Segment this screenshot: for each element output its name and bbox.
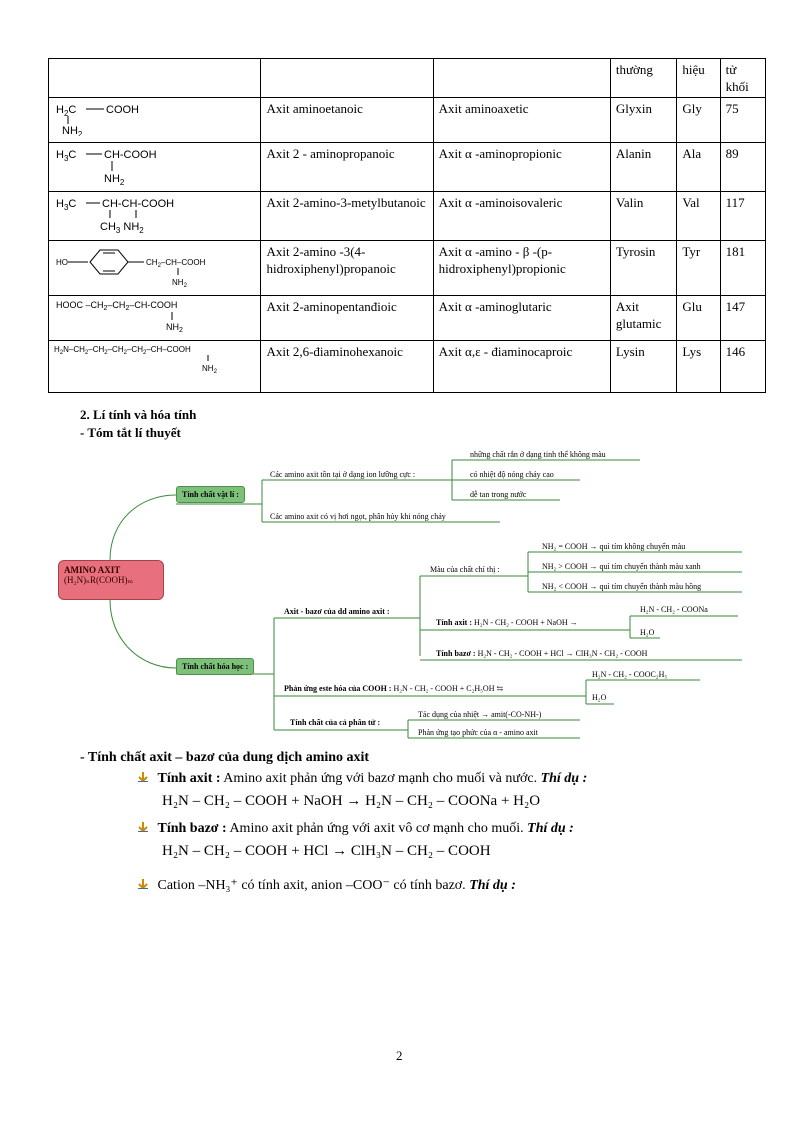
acid-property-line — [138, 771, 587, 787]
table-cell — [433, 59, 610, 98]
structure-cell — [49, 192, 261, 241]
phys-item: dễ tan trong nước — [470, 490, 527, 499]
iupac-name: Axit aminoetanoic — [261, 98, 433, 143]
svg-text:NH2: $NH_2$ — [172, 278, 187, 289]
table-cell — [49, 59, 261, 98]
trivial-name: Valin — [610, 192, 676, 241]
iupac-name: Axit 2,6-điaminohexanoic — [261, 341, 433, 393]
ester-product: H₂O — [592, 693, 607, 702]
acid-base-node: Axit - bazơ của dd amino axit : — [284, 607, 390, 616]
structure-cell — [49, 98, 261, 143]
cation-text: Cation –NH₃⁺ có tính axit, anion –COO⁻ có tính bazơ. — [157, 878, 470, 893]
lysine-structure — [54, 343, 249, 377]
common-name: Axit α -aminoisovaleric — [433, 192, 610, 241]
physical-properties-node: Tính chất vật lí : — [176, 486, 245, 503]
trivial-name: Alanin — [610, 143, 676, 192]
ester-equation: H₂N - CH₂ - COOH + C₂H₅OH ⇆ — [393, 684, 504, 693]
svg-text:CH3 NH2: $CH_3$ $NH_2$ — [100, 221, 144, 234]
molecule-item: Tác dụng của nhiệt → amit(-CO-NH-) — [418, 710, 542, 719]
bullet-icon — [138, 878, 148, 888]
bullet-icon — [138, 821, 148, 831]
glycine-structure — [54, 100, 244, 136]
chemical-properties-node: Tính chất hóa học : — [176, 658, 254, 675]
example-label: Thí dụ : — [540, 771, 588, 786]
molar-mass: 146 — [720, 341, 765, 393]
iupac-name: Axit 2-aminopentanđioic — [261, 296, 433, 341]
molar-mass: 89 — [720, 143, 765, 192]
valine-structure — [54, 194, 244, 234]
svg-text:H2N–CH2–CH2–CH2–CH2–CH–COOH: $H_2N-CH_2-CH_2-CH_2-CH_2-CH$–COOH — [54, 345, 191, 356]
base-prop-label: Tính bazơ : — [157, 821, 227, 836]
svg-text:CH-COOH: CH-COOH — [104, 149, 157, 161]
structure-cell — [49, 341, 261, 393]
svg-text:COOH: COOH — [106, 104, 139, 116]
symbol: Gly — [677, 98, 720, 143]
base-equation: H₂N - CH₂ - COOH + HCl → ClH₃N - CH₂ - COOH — [477, 649, 648, 658]
trivial-name: Glyxin — [610, 98, 676, 143]
example-label: Thí dụ : — [527, 821, 574, 836]
acid-product: H₂N - CH₂ - COONa — [640, 605, 708, 614]
symbol: Val — [677, 192, 720, 241]
example-label: Thí dụ : — [469, 878, 516, 893]
section-heading: 2. Lí tính và hóa tính — [80, 407, 197, 422]
phys-ion-label: Các amino axit tồn tại ở dạng ion lưỡng cực : — [270, 470, 416, 479]
common-name: Axit α -amino - β -(p-hidroxiphenyl)propionic — [433, 241, 610, 296]
acid-equation: H₂N - CH₂ - COOH + NaOH → — [474, 618, 578, 627]
table-row — [49, 98, 766, 143]
tyrosine-structure — [54, 243, 244, 289]
iupac-name: Axit 2-amino -3(4-hidroxiphenyl)propanoic — [261, 241, 433, 296]
table-cell: thường — [610, 59, 676, 98]
molar-mass: 75 — [720, 98, 765, 143]
ester-product: H₂N - CH₂ - COOC₂H₅ — [592, 670, 668, 679]
common-name: Axit α -aminopropionic — [433, 143, 610, 192]
trivial-name: Axit glutamic — [610, 296, 676, 341]
svg-text:H2C: $H_2C$ — [56, 104, 77, 118]
svg-text:CH2–CH–COOH: $CH_2-CH$–COOH — [146, 258, 206, 269]
root-formula: (H₂N)ₙR(COOH)ₘ — [64, 575, 134, 585]
trivial-name: Lysin — [610, 341, 676, 393]
svg-text:HO: HO — [56, 258, 68, 267]
iupac-name: Axit 2 - aminopropanoic — [261, 143, 433, 192]
common-name: Axit α,ε - điaminocaproic — [433, 341, 610, 393]
table-cell — [261, 59, 433, 98]
mindmap-root — [58, 560, 164, 600]
phys-item: những chất rắn ở dạng tinh thể không màu — [470, 450, 606, 459]
molar-mass: 117 — [720, 192, 765, 241]
bullet-icon — [138, 771, 148, 781]
svg-text:NH2: $NH_2$ — [62, 125, 83, 136]
table-row — [49, 341, 766, 393]
svg-text:NH2: $NH_2$ — [202, 364, 217, 375]
acid-base-heading: - Tính chất axit – bazơ của dung dịch amino axit — [80, 750, 370, 765]
molar-mass: 147 — [720, 296, 765, 341]
ester-reaction — [284, 684, 503, 693]
acid-prop-text: Amino axit phản ứng với bazơ mạnh cho muối và nước. — [220, 771, 541, 786]
base-label: Tính bazơ : — [436, 649, 476, 658]
acid-prop-label: Tính axit : — [157, 771, 221, 786]
base-prop-text: Amino axit phản ứng với axit vô cơ mạnh cho muối. — [226, 821, 528, 836]
base-equation-main: H₂N – CH₂ – COOH + HCl → ClH₃N – CH₂ – COOH — [162, 843, 491, 859]
iupac-name: Axit 2-amino-3-metylbutanoic — [261, 192, 433, 241]
indicator-item: NH₂ > COOH → quì tím chuyển thành màu xanh — [542, 562, 701, 571]
symbol: Glu — [677, 296, 720, 341]
svg-text:HOOC –CH2–CH2–CH-COOH: HOOC $-CH_2-CH_2-CH$-COOH — [56, 300, 178, 312]
common-name: Axit α -aminoglutaric — [433, 296, 610, 341]
table-header-row — [49, 59, 766, 98]
table-row — [49, 296, 766, 341]
cation-line — [138, 877, 516, 894]
table-cell: hiệu — [677, 59, 720, 98]
table-row — [49, 192, 766, 241]
base-reaction — [436, 649, 647, 658]
acid-reaction — [436, 618, 578, 627]
structure-cell — [49, 143, 261, 192]
page-number: 2 — [396, 1048, 403, 1063]
phys-taste: Các amino axit có vị hơi ngọt, phân hủy khi nóng chảy — [270, 512, 446, 521]
glutamic-acid-structure — [54, 298, 244, 334]
svg-text:H3C: $H_3C$ — [56, 198, 77, 212]
svg-text:NH2: $NH_2$ — [166, 322, 183, 334]
svg-text:NH2: $NH_2$ — [104, 173, 125, 185]
indicator-item: NH₂ = COOH → quì tím không chuyển màu — [542, 542, 686, 551]
ester-label: Phản ứng este hóa của COOH : — [284, 684, 392, 693]
svg-text:CH-CH-COOH: CH-CH-COOH — [102, 198, 175, 210]
common-name: Axit aminoaxetic — [433, 98, 610, 143]
structure-cell — [49, 296, 261, 341]
structure-cell — [49, 241, 261, 296]
phys-item: có nhiệt độ nóng chảy cao — [470, 470, 554, 479]
amino-acid-table — [48, 58, 766, 393]
root-title: AMINO AXIT — [64, 565, 121, 575]
table-row — [49, 143, 766, 192]
trivial-name: Tyrosin — [610, 241, 676, 296]
indicator-item: NH₂ < COOH → quì tím chuyển thành màu hồng — [542, 582, 702, 591]
base-property-line — [138, 821, 574, 837]
table-cell: tử khối — [720, 59, 765, 98]
molar-mass: 181 — [720, 241, 765, 296]
alanine-structure — [54, 145, 244, 185]
symbol: Lys — [677, 341, 720, 393]
svg-text:H3C: $H_3C$ — [56, 149, 77, 163]
molecule-item: Phản ứng tạo phức của α - amino axit — [418, 728, 538, 737]
symbol: Tyr — [677, 241, 720, 296]
acid-label: Tính axit : — [436, 618, 473, 627]
symbol: Ala — [677, 143, 720, 192]
summary-heading: - Tóm tắt lí thuyết — [80, 425, 181, 440]
table-row — [49, 241, 766, 296]
acid-equation-main: H₂N – CH₂ – COOH + NaOH → H₂N – CH₂ – COONa + H₂O — [162, 793, 541, 809]
molecule-node: Tính chất của cả phân tử : — [290, 718, 381, 727]
acid-product: H₂O — [640, 628, 655, 637]
indicator-label: Màu của chất chỉ thị : — [430, 565, 500, 574]
